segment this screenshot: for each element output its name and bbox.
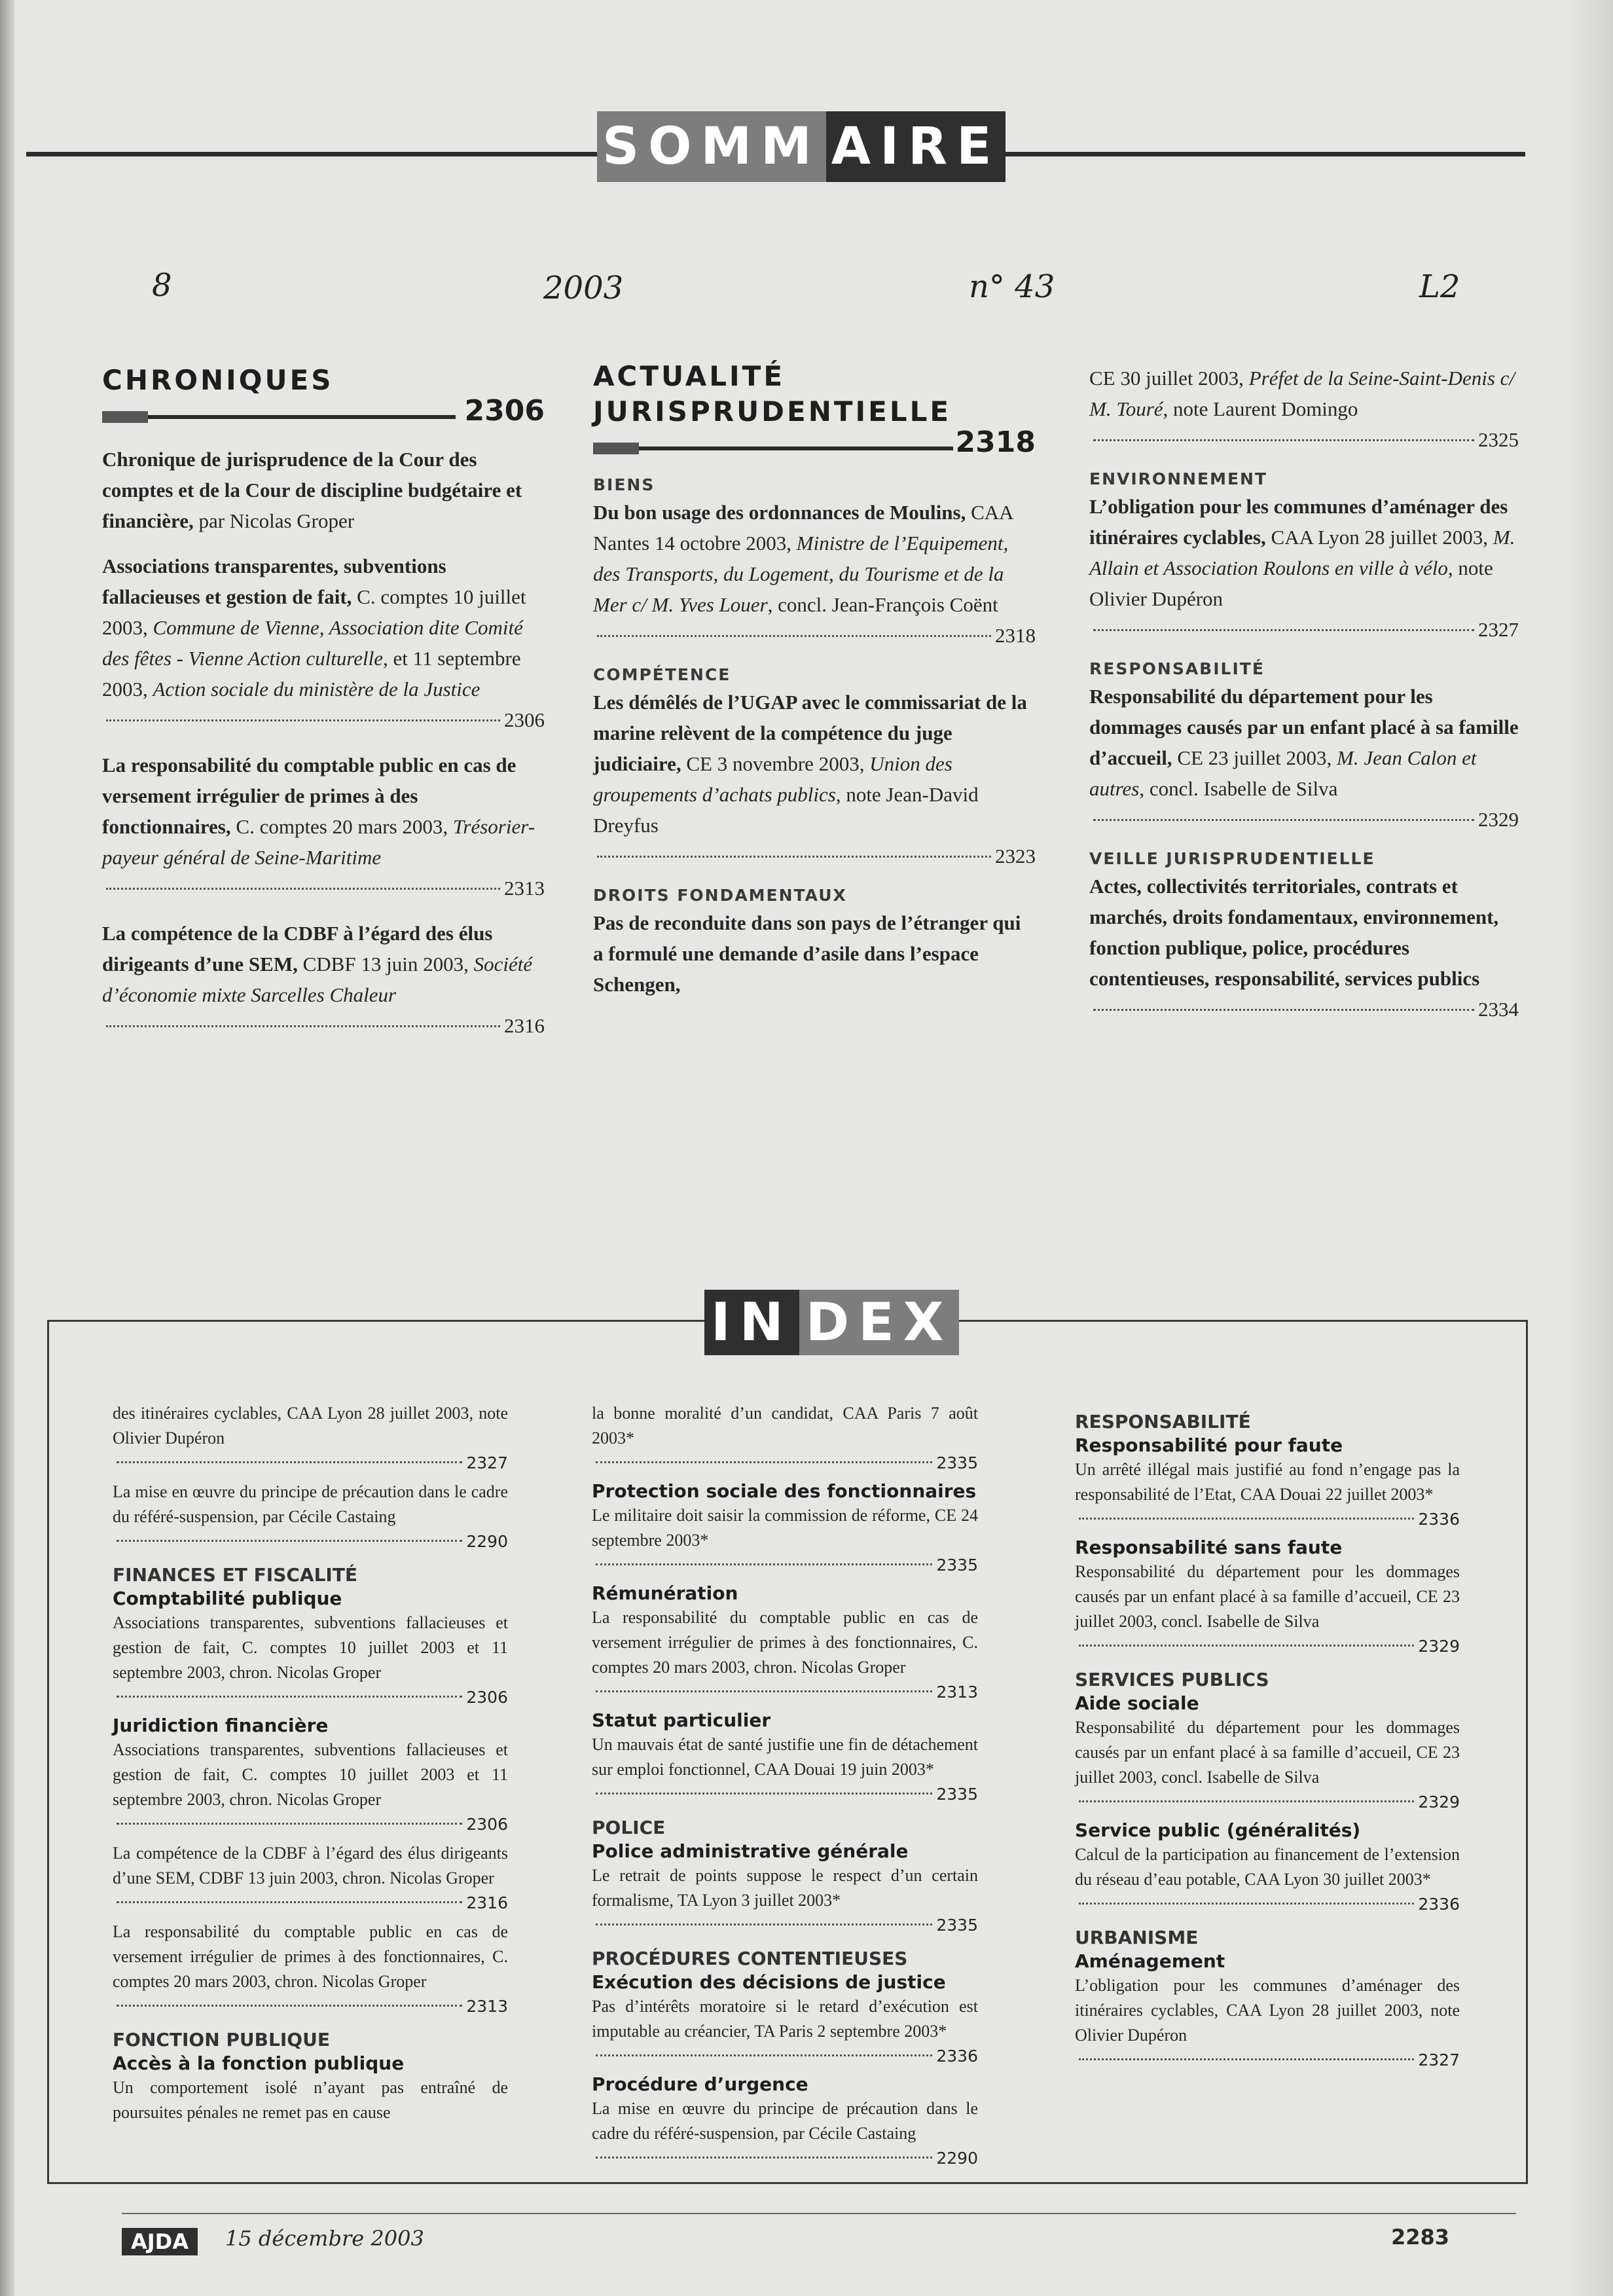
- index-entry-page: 2329: [1418, 1793, 1460, 1812]
- index-entry-text: La compétence de la CDBF à l’égard des élus dirigeants d’une SEM, CDBF 13 juin 2003, chron. Nicolas Groper: [113, 1844, 508, 1887]
- index-subcategory: Police administrative générale: [592, 1840, 909, 1862]
- index-entry: [113, 2075, 508, 2125]
- entry-page: 2325: [1478, 428, 1519, 451]
- entry-reference: CDBF 13 juin 2003,: [297, 953, 474, 975]
- index-column-2: [592, 1401, 978, 2175]
- entry-reference: C. comptes 10 juillet 2003,: [102, 585, 526, 639]
- index-entry: [1075, 1842, 1460, 1917]
- handwritten-year: 2003: [543, 270, 624, 306]
- entry-author: , note Olivier Dupéron: [1089, 556, 1493, 610]
- entry-reference: par Nicolas Groper: [193, 509, 355, 532]
- entry-party: Action sociale du ministère de la Justice: [153, 678, 480, 701]
- index-entry: [113, 1841, 508, 1916]
- actualite-column: [593, 359, 1036, 1014]
- sommaire-entry: [593, 497, 1036, 651]
- index-entry-page: 2327: [466, 1453, 508, 1472]
- index-entry: [113, 1920, 508, 2019]
- actualite-title-line2: JURISPRUDENTIELLE: [593, 395, 952, 428]
- handwritten-ref: L2: [1419, 268, 1460, 305]
- index-category: PROCÉDURES CONTENTIEUSES: [592, 1948, 908, 1969]
- index-entry-text: la bonne moralité d’un candidat, CAA Paris 7 août 2003*: [592, 1404, 978, 1448]
- sommaire-entry: [1089, 491, 1519, 645]
- index-subcategory: Aménagement: [1075, 1950, 1225, 1972]
- index-subcategory: Rémunération: [592, 1582, 738, 1604]
- index-entry-text: La mise en œuvre du principe de précaution dans le cadre du référé-suspension, par Cécile Castaing: [592, 2099, 978, 2143]
- sommaire-entry: [102, 750, 545, 903]
- index-subcategory: Accès à la fonction publique: [113, 2052, 405, 2074]
- sommaire-entry: [102, 918, 545, 1041]
- page-right-shade: [1567, 0, 1613, 2296]
- chroniques-column: [102, 363, 545, 1055]
- entry-category: COMPÉTENCE: [593, 665, 731, 684]
- actualite-title-line1: ACTUALITÉ: [593, 360, 786, 392]
- handwritten-volume: 8: [152, 267, 172, 304]
- entry-category: RESPONSABILITÉ: [1089, 659, 1265, 678]
- actualite-entries: [593, 475, 1036, 1000]
- sommaire-banner: [597, 111, 1006, 182]
- index-entry: [113, 1738, 508, 1837]
- chroniques-title: CHRONIQUES: [102, 364, 334, 396]
- entry-reference: CE 30 juillet 2003,: [1089, 367, 1249, 390]
- entry-title: L’obligation pour les communes d’aménager des itinéraires cyclables,: [1089, 495, 1508, 549]
- index-entry-page: 2313: [936, 1683, 978, 1702]
- index-entry-page: 2335: [936, 1785, 978, 1804]
- index-entry-text: Le retrait de points suppose le respect d’un certain formalisme, TA Lyon 3 juillet 2003*: [592, 1866, 978, 1910]
- issue-date: 15 décembre 2003: [225, 2226, 424, 2251]
- index-entry-page: 2290: [466, 1532, 508, 1551]
- index-subcategory: Juridiction financière: [113, 1715, 329, 1736]
- entry-title: Pas de reconduite dans son pays de l’étranger qui a formulé une demande d’asile dans l’espace Schengen,: [593, 911, 1021, 996]
- entry-reference: CAA Lyon 28 juillet 2003,: [1265, 526, 1493, 549]
- entry-reference: CAA Nantes 14 octobre 2003,: [593, 501, 1013, 555]
- index-subcategory: Service public (généralités): [1075, 1819, 1361, 1841]
- index-category: URBANISME: [1075, 1927, 1199, 1948]
- entry-title: Actes, collectivités territoriales, contrats et marchés, droits fondamentaux, environnement, fonction publique, police, procédures contentieuses, responsabilité, services publics: [1089, 875, 1499, 990]
- index-subcategory: Responsabilité pour faute: [1075, 1434, 1343, 1456]
- handwritten-issue: n° 43: [969, 268, 1055, 305]
- index-entry: [592, 1994, 978, 2069]
- index-entry: [592, 2096, 978, 2171]
- entry-category: VEILLE JURISPRUDENTIELLE: [1089, 849, 1375, 868]
- entry-title: La responsabilité du comptable public en cas de versement irrégulier de primes à des fonctionnaires,: [102, 754, 517, 838]
- page-edge-shadow: [0, 0, 14, 2296]
- chroniques-page: 2306: [464, 394, 545, 428]
- index-entry-text: Calcul de la participation au financement de l’extension du réseau d’eau potable, CAA Lyon 30 juillet 2003*: [1075, 1845, 1460, 1889]
- index-column-1: [113, 1401, 508, 2129]
- entry-reference: CE 3 novembre 2003,: [681, 752, 870, 775]
- index-entry-page: 2290: [936, 2149, 978, 2168]
- entry-party: M. Jean Calon et autres: [1089, 746, 1477, 800]
- index-entry-text: des itinéraires cyclables, CAA Lyon 28 juillet 2003, note Olivier Dupéron: [113, 1404, 508, 1448]
- entry-category: ENVIRONNEMENT: [1089, 469, 1268, 488]
- index-subcategory: Procédure d’urgence: [592, 2073, 808, 2095]
- entry-page: 2318: [995, 624, 1036, 647]
- index-subcategory: Exécution des décisions de justice: [592, 1971, 946, 1993]
- index-category: POLICE: [592, 1817, 666, 1838]
- index-entry-page: 2313: [466, 1997, 508, 2016]
- index-entry-text: Pas d’intérêts moratoire si le retard d’exécution est imputable au créancier, TA Paris 2 septembre 2003*: [592, 1997, 978, 2041]
- index-entry: [592, 1605, 978, 1705]
- sommaire-title-left: SOMM: [597, 111, 826, 182]
- entry-party: M. Allain et Association Roulons en ville à vélo: [1089, 526, 1515, 579]
- ajda-logo: AJDA: [122, 2228, 198, 2255]
- entry-title: Du bon usage des ordonnances de Moulins,: [593, 501, 966, 524]
- entry-party: Trésorier-payeur général de Seine-Maritime: [102, 815, 535, 869]
- index-entry-text: Associations transparentes, subventions fallacieuses et gestion de fait, C. comptes 10 juillet 2003 et 11 septembre 2003, chron. Nicolas Groper: [113, 1613, 508, 1682]
- index-subcategory: Protection sociale des fonctionnaires: [592, 1480, 977, 1502]
- entry-author: , et 11 septembre 2003,: [102, 647, 521, 701]
- index-column-3: [1075, 1401, 1460, 2077]
- entry-page: 2334: [1478, 998, 1519, 1021]
- entry-title: Associations transparentes, subventions fallacieuses et gestion de fait,: [102, 555, 446, 608]
- entry-category: BIENS: [593, 475, 655, 494]
- chroniques-entries: [102, 444, 545, 1041]
- index-entry: [113, 1401, 508, 1476]
- entry-author: , note Jean-David Dreyfus: [593, 783, 979, 837]
- index-entry: [1075, 1559, 1460, 1659]
- index-entry-text: La responsabilité du comptable public en cas de versement irrégulier de primes à des fonctionnaires, C. comptes 20 mars 2003, chron. Nicolas Groper: [592, 1608, 978, 1677]
- index-entry-page: 2336: [1418, 1895, 1460, 1914]
- index-entry: [592, 1503, 978, 1578]
- entry-page: 2329: [1478, 808, 1519, 831]
- entry-party: Ministre de l’Equipement, des Transports, du Logement, du Tourisme et de la Mer c/ M. Yves Louer: [593, 532, 1009, 616]
- index-entry-page: 2327: [1418, 2050, 1460, 2069]
- index-entry-page: 2316: [466, 1893, 508, 1912]
- index-entry: [113, 1611, 508, 1710]
- sommaire-entry: [593, 907, 1036, 1000]
- entry-title: Chronique de jurisprudence de la Cour des comptes et de la Cour de discipline budgétaire et financière,: [102, 448, 522, 532]
- index-entry-page: 2306: [466, 1688, 508, 1707]
- index-entry-text: La mise en œuvre du principe de précaution dans le cadre du référé-suspension, par Cécile Castaing: [113, 1482, 508, 1526]
- index-entry: [113, 1480, 508, 1554]
- index-entry-text: Un arrêté illégal mais justifié au fond n’engage pas la responsabilité de l’Etat, CAA Douai 22 juillet 2003*: [1075, 1460, 1460, 1504]
- index-entry: [1075, 1715, 1460, 1815]
- index-title-right: DEX: [799, 1290, 960, 1355]
- index-entry-text: Le militaire doit saisir la commission de réforme, CE 24 septembre 2003*: [592, 1506, 978, 1550]
- footer-rule: [122, 2213, 1516, 2214]
- entry-page: 2306: [504, 708, 545, 731]
- sommaire-entry: [102, 551, 545, 735]
- entry-page: 2313: [504, 877, 545, 900]
- entry-party: Société d’économie mixte Sarcelles Chaleur: [102, 953, 533, 1006]
- index-entry-text: Associations transparentes, subventions fallacieuses et gestion de fait, C. comptes 10 juillet 2003 et 11 septembre 2003, chron. Nicolas Groper: [113, 1740, 508, 1809]
- index-entry: [592, 1401, 978, 1476]
- index-entry-text: Responsabilité du département pour les dommages causés par un enfant placé à sa famille d’accueil, CE 23 juillet 2003, concl. Isabelle de Silva: [1075, 1718, 1460, 1787]
- index-entry-text: La responsabilité du comptable public en cas de versement irrégulier de primes à des fonctionnaires, C. comptes 20 mars 2003, chron. Nicolas Groper: [113, 1922, 508, 1991]
- sommaire-entry: [1089, 363, 1519, 455]
- entry-party: Commune de Vienne, Association dite Comité des fêtes - Vienne Action culturelle: [102, 616, 523, 670]
- index-entry-page: 2335: [936, 1916, 978, 1935]
- entry-category: DROITS FONDAMENTAUX: [593, 886, 847, 905]
- index-entry-text: L’obligation pour les communes d’aménager des itinéraires cyclables, CAA Lyon 28 juillet 2003, note Olivier Dupéron: [1075, 1976, 1460, 2045]
- sommaire-entry: [102, 444, 545, 536]
- index-entry-page: 2336: [936, 2047, 978, 2066]
- entry-author: , note Laurent Domingo: [1163, 397, 1358, 420]
- chroniques-rule: [102, 394, 545, 428]
- index-entry-text: Un comportement isolé n’ayant pas entraîné de poursuites pénales ne remet pas en cause: [113, 2078, 508, 2122]
- index-category: FONCTION PUBLIQUE: [113, 2029, 330, 2050]
- entry-page: 2323: [995, 845, 1036, 867]
- entry-title: La compétence de la CDBF à l’égard des élus dirigeants d’une SEM,: [102, 922, 493, 975]
- sommaire-title-right: AIRE: [826, 111, 1006, 182]
- sommaire-entry: [1089, 681, 1519, 835]
- index-entry: [1075, 1457, 1460, 1532]
- entry-party: Union des groupements d’achats publics: [593, 752, 952, 806]
- sommaire-entry: [593, 687, 1036, 871]
- entry-author: , concl. Isabelle de Silva: [1139, 777, 1338, 800]
- index-entry: [592, 1863, 978, 1938]
- page-number: 2283: [1390, 2225, 1449, 2250]
- entry-author: , concl. Jean-François Coënt: [767, 593, 998, 616]
- entry-reference: CE 23 juillet 2003,: [1172, 746, 1337, 769]
- index-title-left: IN: [704, 1290, 799, 1355]
- index-entry-text: Responsabilité du département pour les dommages causés par un enfant placé à sa famille d’accueil, CE 23 juillet 2003, concl. Isabelle de Silva: [1075, 1562, 1460, 1631]
- index-entry-page: 2306: [466, 1815, 508, 1834]
- actualite-page: 2318: [955, 426, 1036, 459]
- index-banner: [704, 1290, 959, 1355]
- entry-party: Préfet de la Seine-Saint-Denis c/ M. Touré: [1089, 367, 1515, 420]
- index-entry-page: 2335: [936, 1556, 978, 1575]
- index-entry-page: 2336: [1418, 1510, 1460, 1529]
- index-category: RESPONSABILITÉ: [1075, 1411, 1251, 1432]
- index-entry: [592, 1732, 978, 1807]
- index-subcategory: Comptabilité publique: [113, 1588, 342, 1609]
- sommaire-entry: [1089, 871, 1519, 1025]
- index-entry-text: Un mauvais état de santé justifie une fin de détachement sur emploi fonctionnel, CAA Douai 19 juin 2003*: [592, 1735, 978, 1779]
- index-entry: [1075, 1973, 1460, 2073]
- index-entry-page: 2329: [1418, 1637, 1460, 1656]
- third-column-entries: [1089, 363, 1519, 1025]
- entry-page: 2316: [504, 1014, 545, 1037]
- entry-title: Responsabilité du département pour les dommages causés par un enfant placé à sa famille d’accueil,: [1089, 685, 1519, 769]
- index-subcategory: Responsabilité sans faute: [1075, 1537, 1343, 1558]
- third-column: [1089, 363, 1519, 1039]
- index-category: SERVICES PUBLICS: [1075, 1669, 1269, 1690]
- entry-title: Les démêlés de l’UGAP avec le commissariat de la marine relèvent de la compétence du juge judiciaire,: [593, 691, 1027, 775]
- index-subcategory: Statut particulier: [592, 1709, 771, 1731]
- entry-reference: C. comptes 20 mars 2003,: [230, 815, 453, 838]
- index-subcategory: Aide sociale: [1075, 1692, 1199, 1714]
- entry-page: 2327: [1478, 618, 1519, 641]
- index-entry-page: 2335: [936, 1453, 978, 1472]
- actualite-rule: [593, 426, 1036, 460]
- index-category: FINANCES ET FISCALITÉ: [113, 1564, 358, 1586]
